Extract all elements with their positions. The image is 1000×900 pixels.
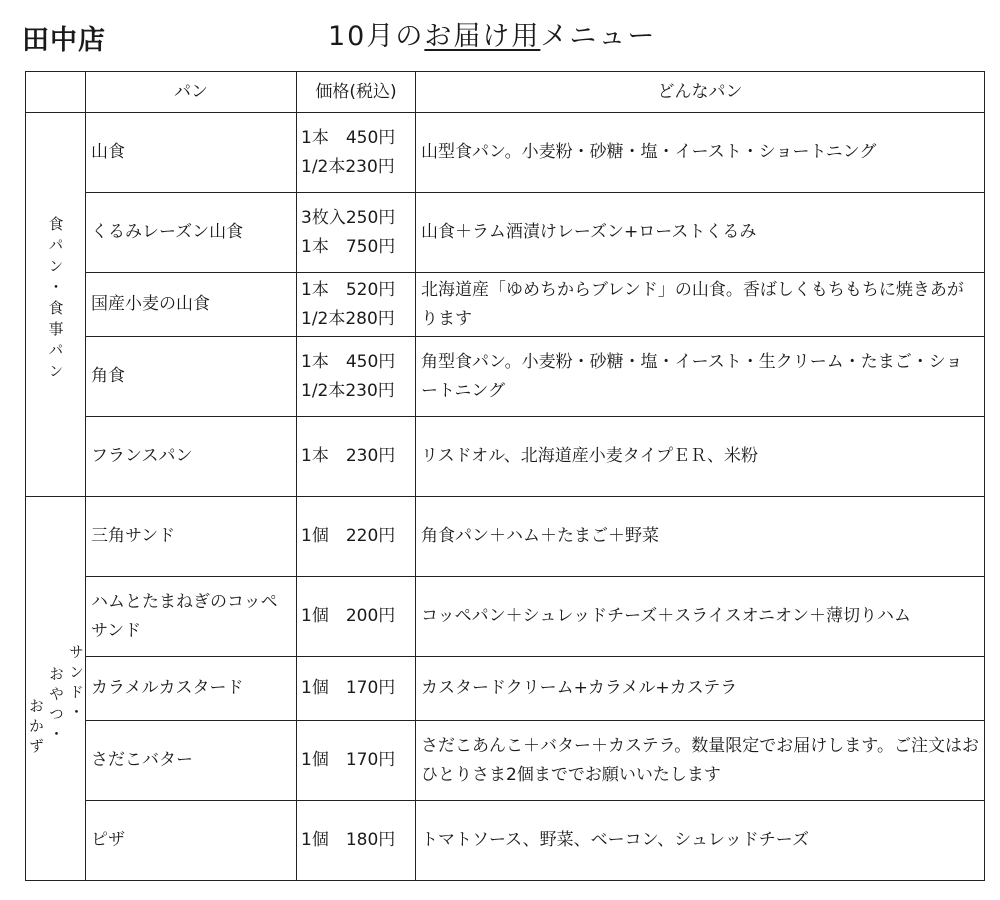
bread-name: ピザ xyxy=(86,801,297,881)
header-category xyxy=(26,72,86,113)
bread-desc: カスタードクリーム+カラメル+カステラ xyxy=(416,657,985,721)
bread-desc: トマトソース、野菜、ベーコン、シュレッドチーズ xyxy=(416,801,985,881)
price-line: 1個 170円 xyxy=(301,750,396,770)
category-label: 食パン・食事パン xyxy=(46,215,65,384)
category-sand xyxy=(26,497,86,881)
bread-desc: さだこあんこ＋バター＋カステラ。数量限定でお届けします。ご注文はおひとりさま2個まででお願いいたします xyxy=(416,721,985,801)
category-label-col3: おかず xyxy=(27,697,45,758)
price-line: 1/2本280円 xyxy=(301,308,395,329)
bread-price xyxy=(297,193,416,273)
price-line: 1本 750円 xyxy=(301,236,396,257)
table-row xyxy=(26,801,985,881)
bread-price xyxy=(297,417,416,497)
table-row xyxy=(26,337,985,417)
bread-name: くるみレーズン山食 xyxy=(86,193,297,273)
bread-name: 国産小麦の山食 xyxy=(86,273,297,337)
header-price: 価格(税込) xyxy=(297,72,416,113)
header-row xyxy=(26,72,985,113)
header-bread: パン xyxy=(86,72,297,113)
price-line: 1本 520円 xyxy=(301,279,396,300)
table-row xyxy=(26,113,985,193)
bread-desc: 山食＋ラム酒漬けレーズン+ローストくるみ xyxy=(416,193,985,273)
category-label-col2: おやつ・ xyxy=(47,665,65,746)
bread-name: 山食 xyxy=(86,113,297,193)
category-shokupan xyxy=(26,113,86,497)
category-label xyxy=(26,604,86,764)
table-row xyxy=(26,497,985,577)
price-line: 1本 450円 xyxy=(301,127,396,148)
bread-name: フランスパン xyxy=(86,417,297,497)
bread-price xyxy=(297,273,416,337)
table-row xyxy=(26,577,985,657)
bread-price xyxy=(297,801,416,881)
bread-price xyxy=(297,577,416,657)
bread-price xyxy=(297,113,416,193)
page-title xyxy=(328,14,656,53)
bread-name: さだこバター xyxy=(86,721,297,801)
price-line: 1個 170円 xyxy=(301,678,396,698)
title-prefix: 10月の xyxy=(328,21,425,52)
bread-desc: 北海道産「ゆめちからブレンド」の山食。香ばしくもちもちに焼きあがります xyxy=(416,273,985,337)
table-row xyxy=(26,193,985,273)
bread-desc: コッペパン＋シュレッドチーズ＋スライスオニオン＋薄切りハム xyxy=(416,577,985,657)
table-row xyxy=(26,273,985,337)
bread-name: ハムとたまねぎのコッペサンド xyxy=(86,577,297,657)
title-suffix: メニュー xyxy=(540,21,657,52)
bread-name: カラメルカスタード xyxy=(86,657,297,721)
bread-desc: リスドオル、北海道産小麦タイプＥＲ、米粉 xyxy=(416,417,985,497)
shop-name: 田中店 xyxy=(22,25,106,56)
category-label-col1: サンド・ xyxy=(67,643,85,724)
bread-price xyxy=(297,497,416,577)
bread-price xyxy=(297,337,416,417)
price-line: 1/2本230円 xyxy=(301,156,395,177)
price-line: 1個 220円 xyxy=(301,526,396,546)
price-line: 3枚入250円 xyxy=(301,207,396,228)
table-row xyxy=(26,417,985,497)
bread-desc: 山型食パン。小麦粉・砂糖・塩・イースト・ショートニング xyxy=(416,113,985,193)
menu-table xyxy=(25,71,985,881)
price-line: 1本 230円 xyxy=(301,446,396,466)
price-line: 1個 200円 xyxy=(301,606,396,626)
table-row xyxy=(26,657,985,721)
bread-name: 角食 xyxy=(86,337,297,417)
bread-price xyxy=(297,721,416,801)
price-line: 1/2本230円 xyxy=(301,380,395,401)
table-row xyxy=(26,721,985,801)
bread-desc: 角型食パン。小麦粉・砂糖・塩・イースト・生クリーム・たまご・ショートニング xyxy=(416,337,985,417)
bread-name: 三角サンド xyxy=(86,497,297,577)
bread-price xyxy=(297,657,416,721)
title-underlined: お届け用 xyxy=(424,21,541,52)
bread-desc: 角食パン＋ハム＋たまご＋野菜 xyxy=(416,497,985,577)
price-line: 1本 450円 xyxy=(301,351,396,372)
price-line: 1個 180円 xyxy=(301,830,396,850)
header-desc: どんなパン xyxy=(416,72,985,113)
